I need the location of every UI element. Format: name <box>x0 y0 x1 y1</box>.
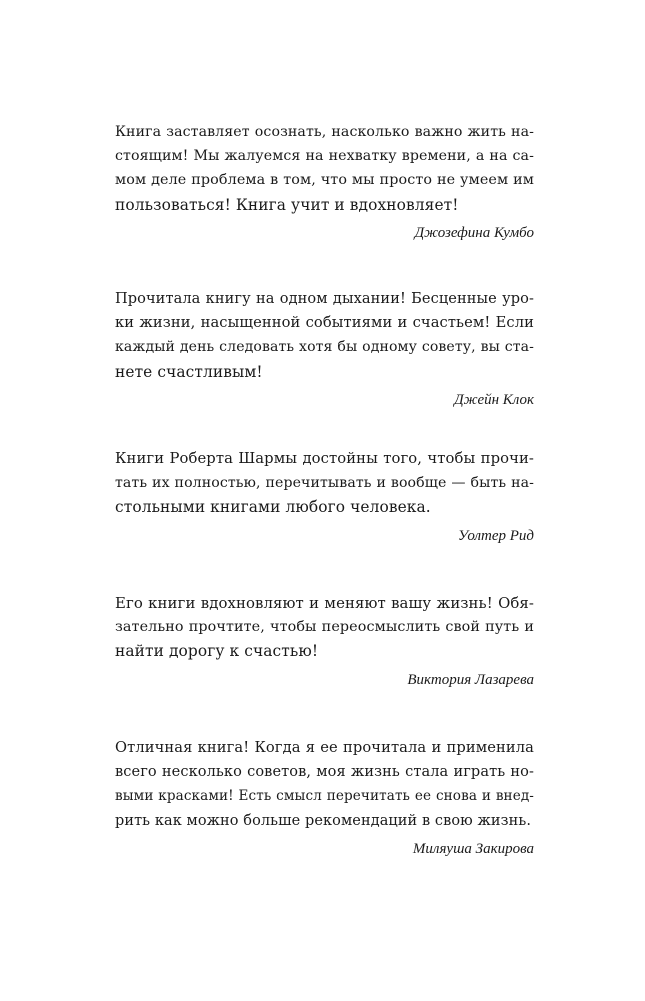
review-line: выми красками! Есть смысл перечитать ее снова и внед- <box>115 788 534 805</box>
review-line: всего несколько советов, моя жизнь стала играть но- <box>115 764 534 781</box>
review-4 <box>115 591 534 690</box>
review-author: Джейн Клок <box>454 391 534 408</box>
review-line: каждый день следовать хотя бы одному совету, вы ста- <box>115 339 534 356</box>
review-author: Уолтер Рид <box>457 527 534 544</box>
review-line: тать их полностью, перечитывать и вообще — быть на- <box>115 475 534 492</box>
review-line: Прочитала книгу на одном дыхании! Бесценные уро- <box>115 291 534 307</box>
review-line: зательно прочтите, чтобы переосмыслить свой путь и <box>115 619 534 636</box>
review-line: Книги Роберта Шармы достойны того, чтобы прочи- <box>115 450 534 467</box>
review-text <box>115 447 534 520</box>
review-line: Его книги вдохновляют и меняют вашу жизнь! Обя- <box>115 594 534 612</box>
review-text <box>115 736 534 833</box>
review-1 <box>115 120 534 243</box>
review-line: мом деле проблема в том, что мы просто не умеем им <box>115 172 534 189</box>
review-line: стольными книгами любого человека. <box>115 498 431 517</box>
review-text <box>115 287 534 384</box>
review-line: ки жизни, насыщенной событиями и счастьем! Если <box>115 314 534 332</box>
review-line: пользоваться! Книга учит и вдохновляет! <box>115 195 459 214</box>
review-2 <box>115 287 534 410</box>
review-author: Виктория Лазарева <box>407 671 534 688</box>
review-line: найти дорогу к счастью! <box>115 642 319 661</box>
review-author: Миляуша Закирова <box>412 840 534 857</box>
review-line: стоящим! Мы жалуемся на нехватку времени, а на са- <box>115 148 534 165</box>
review-3 <box>115 447 534 546</box>
review-line: рить как можно больше рекомендаций в свою жизнь. <box>115 812 532 829</box>
review-text <box>115 591 534 664</box>
review-line: Отличная книга! Когда я ее прочитала и применила <box>115 739 534 756</box>
review-line: нете счастливым! <box>115 362 263 381</box>
review-5 <box>115 736 534 859</box>
review-author: Джозефина Кумбо <box>414 224 534 241</box>
review-line: Книга заставляет осознать, насколько важно жить на- <box>115 124 534 140</box>
review-text <box>115 120 534 217</box>
